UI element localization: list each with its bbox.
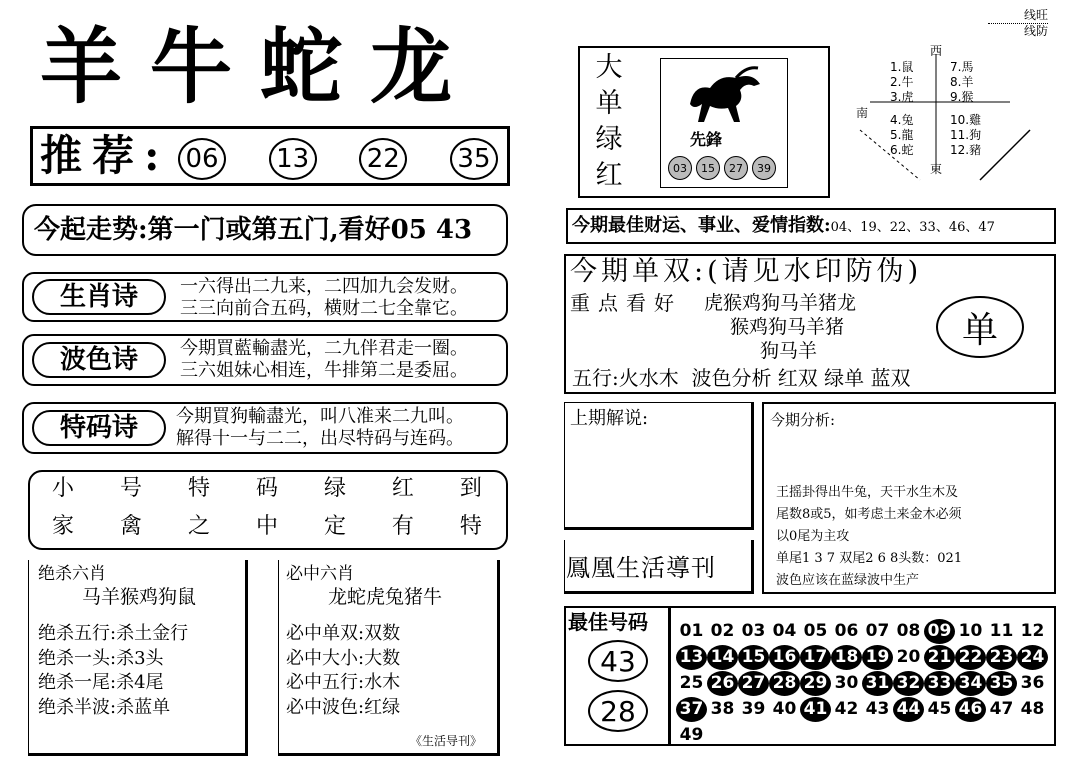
must-six-label: 必中六肖 [286,564,354,584]
zodiac-item: 5.龍 [890,128,914,142]
grid-number: 46 [955,697,986,722]
kill-key: 绝杀半波: [38,696,117,718]
grid-number: 44 [893,697,924,722]
best-pick-number: 28 [600,694,636,728]
pioneer-ball: 27 [724,156,748,180]
zodiac-item: 1.鼠 [890,60,914,74]
pioneer-ball: 39 [752,156,776,180]
grid-number: 33 [924,671,955,696]
grid-number: 07 [865,621,890,641]
poem-line: 三三向前合五码，横财二七全靠它。 [180,298,468,319]
kill-six-value: 马羊猴鸡狗鼠 [82,586,197,608]
corner-note [988,8,1048,39]
best-pick [588,640,648,682]
recommend-number: 35 [450,138,498,180]
grid-number: 01 [679,621,704,641]
riddle-char: 到 [459,476,482,501]
kill-line [38,647,188,672]
recommend-number: 06 [178,138,226,180]
horse-icon [680,64,770,126]
riddle-char: 中 [255,514,278,539]
grid-number: 32 [893,671,924,696]
pioneer-side-char: 大 [595,52,623,83]
best-divider [668,606,671,746]
riddle-char: 家 [52,514,75,539]
compass-west: 西 [930,44,943,58]
focus-line: 狗马羊 [760,340,818,362]
grid-number: 12 [1020,621,1045,641]
zodiac-item: 3.虎 [890,90,914,104]
grid-number: 24 [1017,645,1048,670]
poem-label: 波色诗 [59,345,138,375]
analysis-line: 王摇卦得出牛兔，天干水生木及 [776,485,959,500]
riddle-char: 有 [391,514,414,539]
grid-number: 49 [679,725,704,745]
zodiac-item: 9.猴 [950,90,974,104]
pioneer-side-char: 红 [595,160,623,191]
riddle-char: 码 [255,476,278,501]
analysis-line: 波色应该在蓝绿波中生产 [776,573,920,588]
last-label: 上期解说: [570,408,649,429]
must-six-value: 龙蛇虎兔猪牛 [328,586,443,608]
grid-number: 11 [989,621,1014,641]
grid-number: 28 [769,671,800,696]
pioneer-side-char: 单 [595,88,623,119]
brand-text: 鳳凰生活導刊 [566,554,716,582]
kill-key: 绝杀一尾: [38,672,117,693]
kill-key: 绝杀一头: [38,647,117,669]
number-row [676,618,1052,644]
must-value: 大数 [364,647,401,669]
zodiac-item: 10.雞 [950,113,982,127]
grid-number: 40 [772,699,797,719]
grid-number: 34 [955,671,986,696]
must-key: 必中单双: [286,623,365,644]
page-title: 羊牛蛇龙 [40,20,481,115]
poem-label: 生肖诗 [59,282,138,312]
zodiac-item: 12.豬 [950,143,982,157]
kill-value: 杀土金行 [116,623,189,644]
pioneer-side-char: 绿 [595,124,623,155]
corner-note-line: 线防 [988,23,1048,39]
grid-number: 47 [989,699,1014,719]
riddle-row [52,512,482,542]
kill-six-label: 绝杀六肖 [38,564,106,584]
index-label: 今期最佳财运、事业、爱情指数: [572,215,831,236]
focus-line: 猴鸡狗马羊猪 [730,316,845,338]
pioneer-ball: 15 [696,156,720,180]
poem-line: 解得十一与二二，出尽特码与连码。 [176,428,464,449]
riddle-row [52,474,482,504]
compass-right-col [950,60,981,158]
kill-line [38,622,188,647]
grid-number: 30 [834,673,859,693]
grid-number: 21 [924,645,955,670]
riddle-char: 绿 [323,476,346,501]
grid-number: 48 [1020,699,1045,719]
pioneer-side [592,50,626,194]
poem-line: 今期買狗輸盡光，叫八准来二九叫。 [176,406,464,427]
zodiac-item: 11.狗 [950,128,982,142]
kill-key: 绝杀五行: [38,623,117,644]
analysis-lines [776,482,962,592]
riddle-char: 特 [459,514,482,539]
analysis-label: 今期分析: [770,411,836,429]
recommend-numbers [178,138,498,180]
zodiac-item: 4.兔 [890,113,914,127]
grid-number: 10 [958,621,983,641]
grid-number: 38 [710,699,735,719]
must-key: 必中五行: [286,672,365,693]
trend-text: 今起走势:第一门或第五门,看好05 43 [34,215,473,245]
pioneer-label: 先鋒 [690,130,723,149]
kill-value: 杀4尾 [116,672,164,693]
kill-value: 杀3头 [116,647,164,669]
recommend-number: 22 [359,138,407,180]
compass-lines [850,40,1040,190]
focus-line: 虎猴鸡狗马羊猪龙 [704,292,857,314]
number-row [676,644,1052,670]
pioneer-balls [668,156,776,180]
grid-number: 43 [865,699,890,719]
must-value: 双数 [364,623,401,644]
grid-number: 17 [800,645,831,670]
odd-even-badge-text: 单 [961,309,998,351]
odd-even-title: 今期单双:(请见水印防伪) [570,256,923,287]
riddle-char: 小 [52,476,75,501]
number-row [676,722,1052,748]
recommend-label: 推荐: [40,131,170,180]
best-number-grid [676,618,1052,748]
grid-number: 04 [772,621,797,641]
grid-number: 05 [803,621,828,641]
grid-number: 15 [738,645,769,670]
pioneer-ball: 03 [668,156,692,180]
analysis-line: 尾数8或5，如考虑土来金木必须 [776,507,962,522]
focus-label: 重点看好 [570,291,682,315]
grid-number: 13 [676,645,707,670]
grid-number: 09 [924,619,955,644]
best-label: 最佳号码 [568,610,648,634]
compass-left-col [890,60,913,158]
must-value: 红绿 [364,696,401,718]
grid-number: 36 [1020,673,1045,693]
grid-number: 42 [834,699,859,719]
riddle-char: 红 [391,476,414,501]
analysis-line: 单尾1 3 7 双尾2 6 8头数：021 [776,551,963,566]
must-line [286,647,400,672]
grid-number: 18 [831,645,862,670]
compass-south: 南 [856,106,869,120]
corner-note-line: 线旺 [1023,8,1048,22]
kill-lines [38,622,188,720]
grid-number: 20 [896,647,921,667]
grid-number: 37 [676,697,707,722]
odd-even-badge [936,296,1024,358]
grid-number: 06 [834,621,859,641]
poem-line: 一六得出二九来，二四加九会发财。 [180,276,468,297]
zodiac-item: 8.羊 [950,75,974,89]
grid-number: 03 [741,621,766,641]
grid-number: 22 [955,645,986,670]
grid-number: 31 [862,671,893,696]
grid-number: 25 [679,673,704,693]
grid-number: 29 [800,671,831,696]
zodiac-item: 6.蛇 [890,143,914,157]
grid-number: 16 [769,645,800,670]
poem-label: 特码诗 [59,413,138,443]
analysis-line: 以0尾为主攻 [776,529,850,544]
must-lines [286,622,400,720]
grid-number: 23 [986,645,1017,670]
riddle-char: 号 [119,476,142,501]
number-row [676,696,1052,722]
grid-number: 02 [710,621,735,641]
grid-number: 27 [738,671,769,696]
recommend-number: 13 [269,138,317,180]
compass-east: 東 [930,162,943,176]
zodiac-item: 7.馬 [950,60,974,74]
riddle-char: 之 [187,514,210,539]
grid-number: 41 [800,697,831,722]
riddle-char: 定 [323,514,346,539]
best-pick [588,690,648,732]
grid-number: 39 [741,699,766,719]
riddle-char: 禽 [119,514,142,539]
best-pick-number: 43 [600,644,636,678]
grid-number: 35 [986,671,1017,696]
must-value: 水木 [364,672,401,693]
poem-line: 今期買藍輸盡光，二九伴君走一圈。 [180,338,468,359]
index-value: 04、19、22、33、46、47 [830,220,995,235]
grid-number: 45 [927,699,952,719]
kill-value: 杀蓝单 [116,696,171,718]
zodiac-item: 2.牛 [890,75,914,89]
kill-line [38,671,188,696]
must-line [286,671,400,696]
must-key: 必中大小: [286,647,365,669]
grid-number: 14 [707,645,738,670]
must-key: 必中波色: [286,696,365,718]
grid-number: 08 [896,621,921,641]
number-row [676,670,1052,696]
must-line [286,696,400,721]
source-label: 《生活导刊》 [410,734,483,748]
grid-number: 19 [862,645,893,670]
riddle-char: 特 [187,476,210,501]
kill-line [38,696,188,721]
must-line [286,622,400,647]
index-line [572,212,995,242]
odd-even-bottom: 五行:火水木 波色分析 红双 绿单 蓝双 [572,366,911,390]
grid-number: 26 [707,671,738,696]
poem-line: 三六姐妹心相连，牛排第二是委屈。 [180,360,468,381]
